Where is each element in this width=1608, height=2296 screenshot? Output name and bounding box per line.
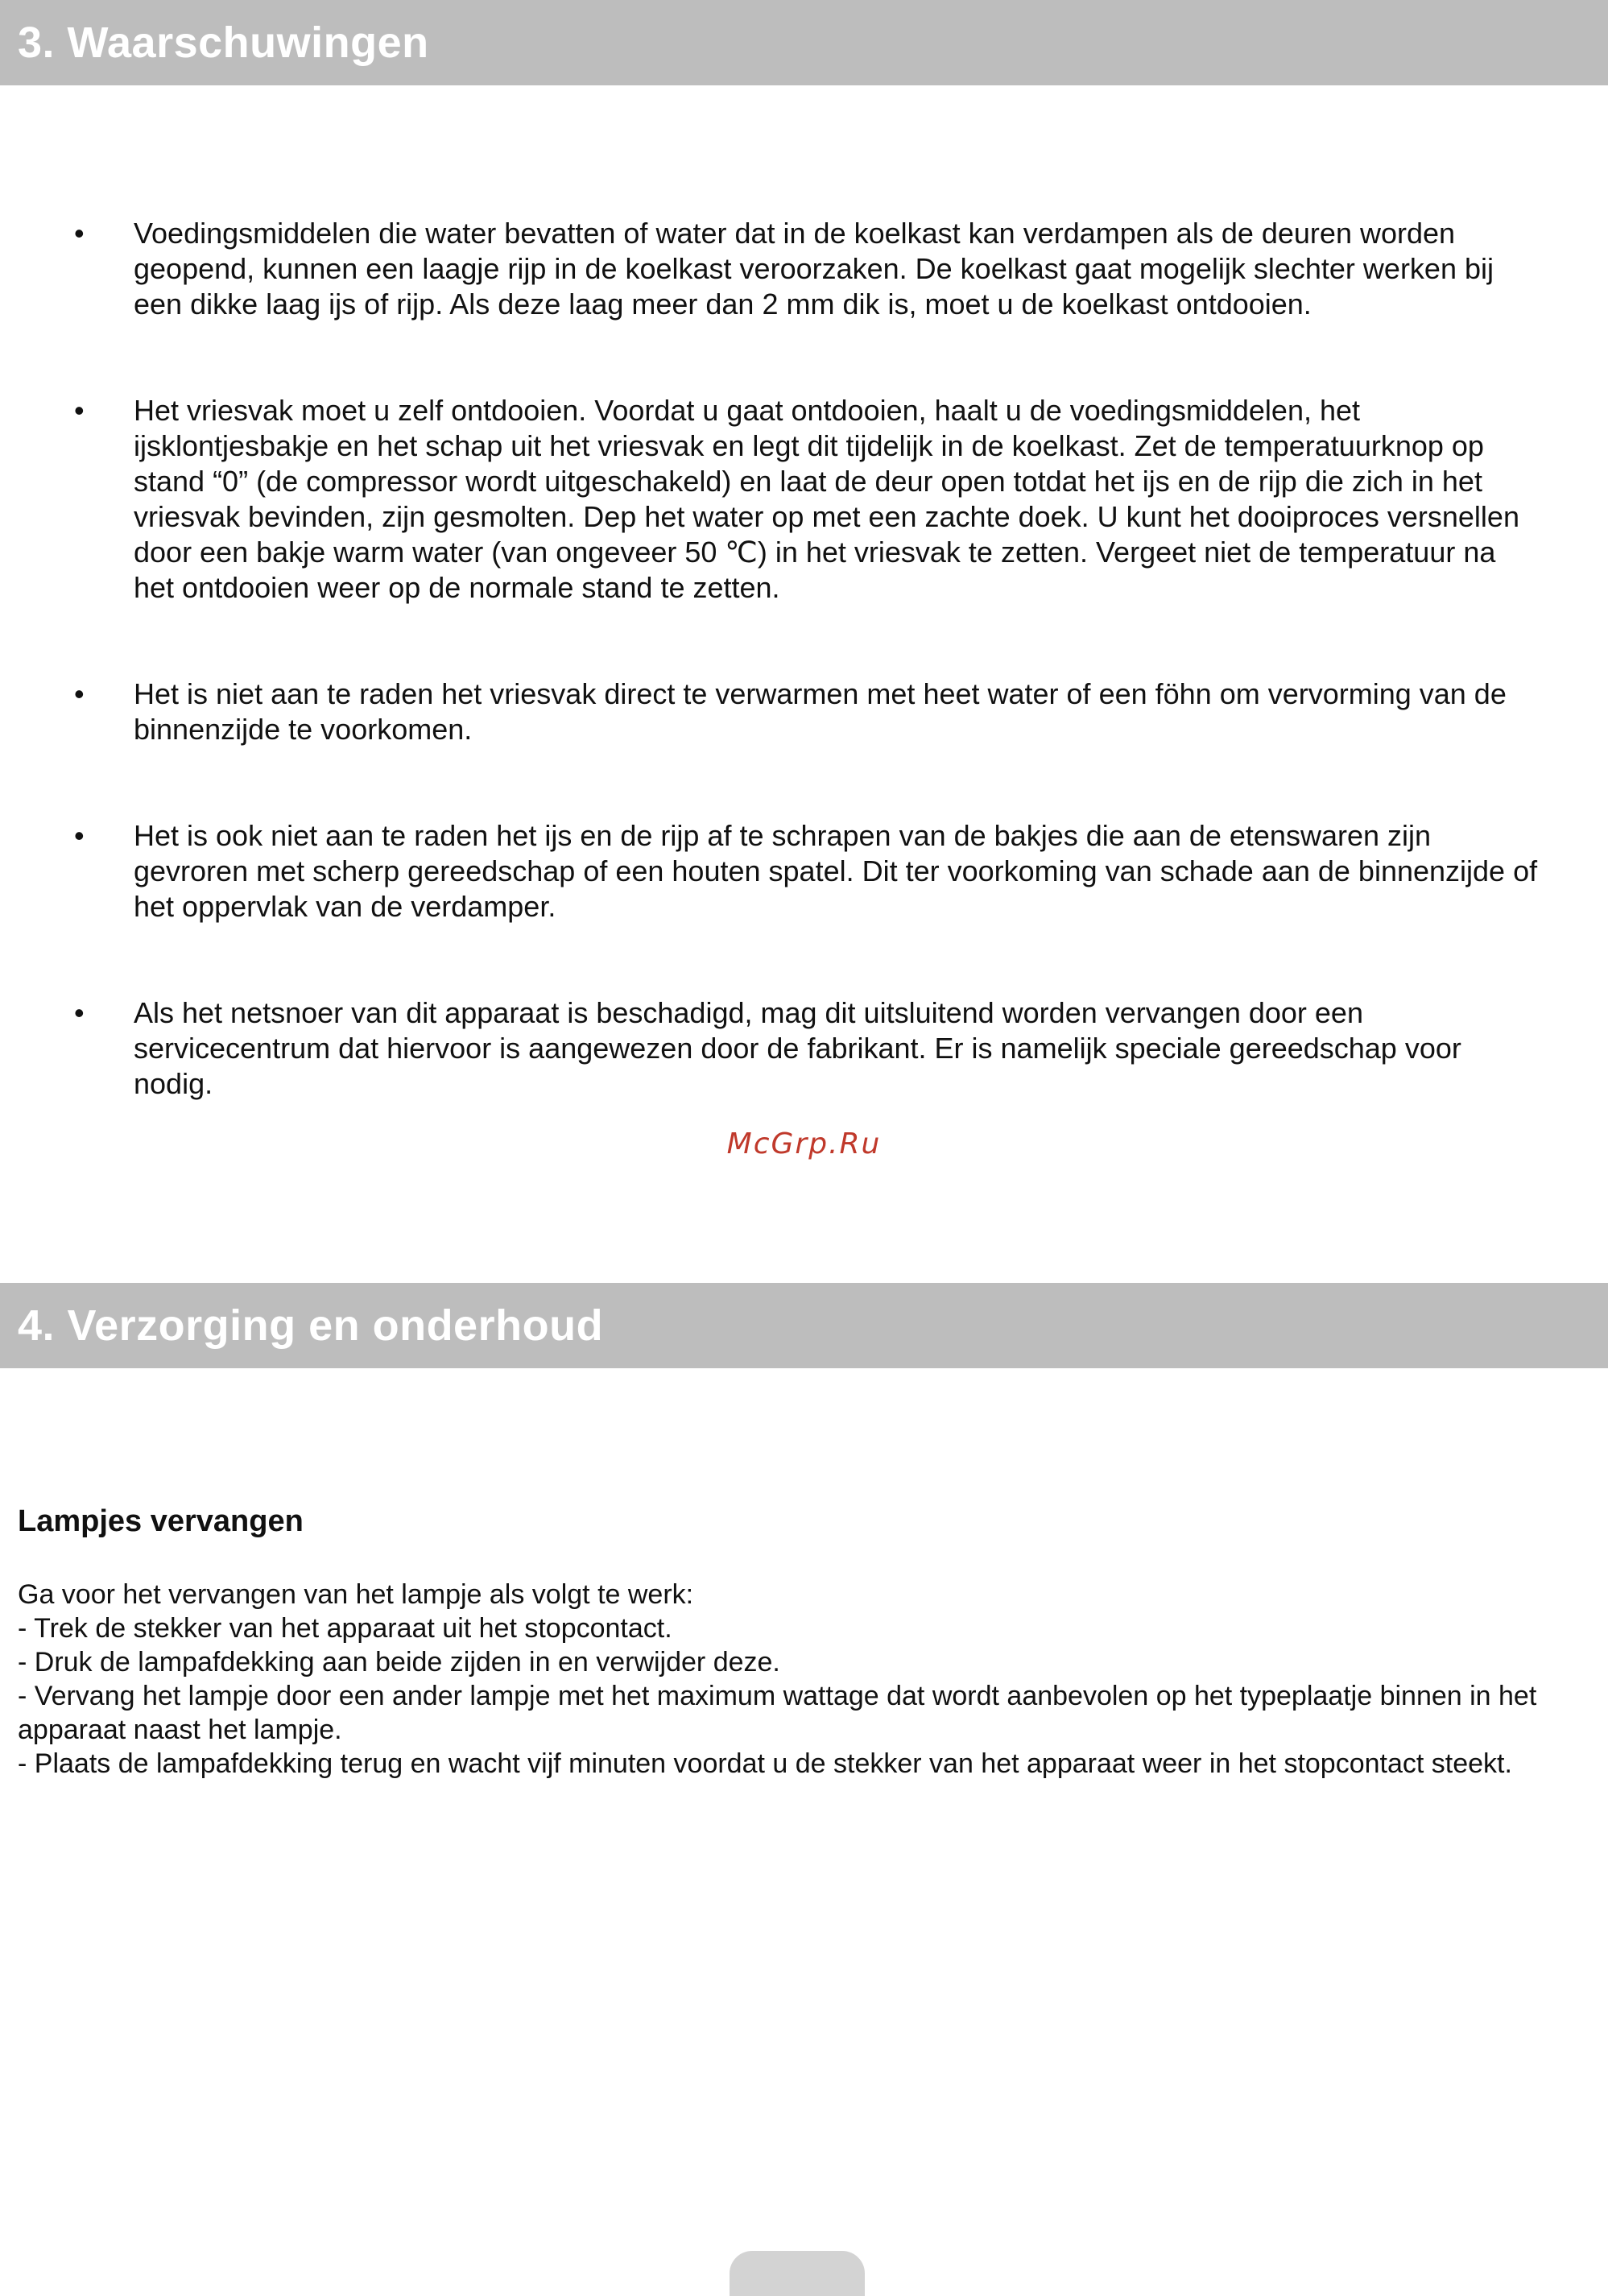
bullet-icon: • xyxy=(74,217,85,250)
warning-text: Voedingsmiddelen die water bevatten of water dat in de koelkast kan verdampen als de deuren worden geopend, kunnen een laagje rijp in de koelkast veroorzaken. De koelkast gaat mogelijk slechter werken bij een dikke laag ijs of rijp. Als deze laag meer dan 2 mm dik is, moet u de koelkast ontdooien. xyxy=(134,217,1494,321)
list-item: - Trek de stekker van het apparaat uit het stopcontact. xyxy=(18,1613,672,1644)
list-item xyxy=(0,216,1608,322)
section-4-header xyxy=(0,1283,1608,1368)
list-item: - Vervang het lampje door een ander lampje met het maximum wattage dat wordt aanbevolen op het typeplaatje binnen in het apparaat naast het lampje. xyxy=(18,1681,1537,1745)
lamp-intro: Ga voor het vervangen van het lampje als volgt te werk: xyxy=(18,1579,694,1610)
list-item xyxy=(0,676,1608,747)
list-item: - Druk de lampafdekking aan beide zijden in en verwijder deze. xyxy=(18,1647,780,1678)
lamp-steps-list xyxy=(18,1611,1548,1781)
bullet-icon: • xyxy=(74,394,85,427)
section-3-header xyxy=(0,0,1608,85)
lamp-replacement-section xyxy=(18,1504,1548,1781)
lamp-subtitle: Lampjes vervangen xyxy=(18,1504,304,1538)
list-item xyxy=(0,995,1608,1102)
section-3-title: 3. Waarschuwingen xyxy=(18,19,429,67)
warnings-list xyxy=(0,216,1608,1173)
watermark-text: McGrp.Ru xyxy=(726,1127,882,1160)
warning-text: Het is niet aan te raden het vriesvak direct te verwarmen met heet water of een föhn om vervorming van de binnenzijde te voorkomen. xyxy=(134,677,1507,746)
bullet-icon: • xyxy=(74,996,85,1029)
warning-text: Het is ook niet aan te raden het ijs en de rijp af te schrapen van de bakjes die aan de etenswaren zijn gevroren met scherp gereedschap of een houten spatel. Dit ter voorkoming van schade aan de binnenzijde of het oppervlak van de verdamper. xyxy=(134,819,1538,923)
list-item: - Plaats de lampafdekking terug en wacht vijf minuten voordat u de stekker van het apparaat weer in het stopcontact steekt. xyxy=(18,1748,1512,1779)
page-number-tab xyxy=(730,2251,865,2296)
bullet-icon: • xyxy=(74,819,85,852)
warning-text: Het vriesvak moet u zelf ontdooien. Voordat u gaat ontdooien, haalt u de voedingsmiddelen, het ijsklontjesbakje en het schap uit het vriesvak en legt dit tijdelijk in de koelkast. Zet de temperatuurknop op stand “0” (de compressor wordt uitgeschakeld) en laat de deur open totdat het ijs en de rijp die zich in het vriesvak bevinden, zijn gesmolten. Dep het water op met een zachte doek. U kunt het dooiproces versnellen door een bakje warm water (van ongeveer 50 ℃) in het vriesvak te zetten. Vergeet niet de temperatuur na het ontdooien weer op de normale stand te zetten. xyxy=(134,394,1519,604)
section-4-title: 4. Verzorging en onderhoud xyxy=(18,1301,604,1350)
list-item xyxy=(0,393,1608,606)
list-item xyxy=(0,818,1608,925)
bullet-icon: • xyxy=(74,677,85,710)
warning-text: Als het netsnoer van dit apparaat is beschadigd, mag dit uitsluitend worden vervangen door een servicecentrum dat hiervoor is aangewezen door de fabrikant. Er is namelijk speciale gereedschap voor nodig. xyxy=(134,996,1461,1100)
